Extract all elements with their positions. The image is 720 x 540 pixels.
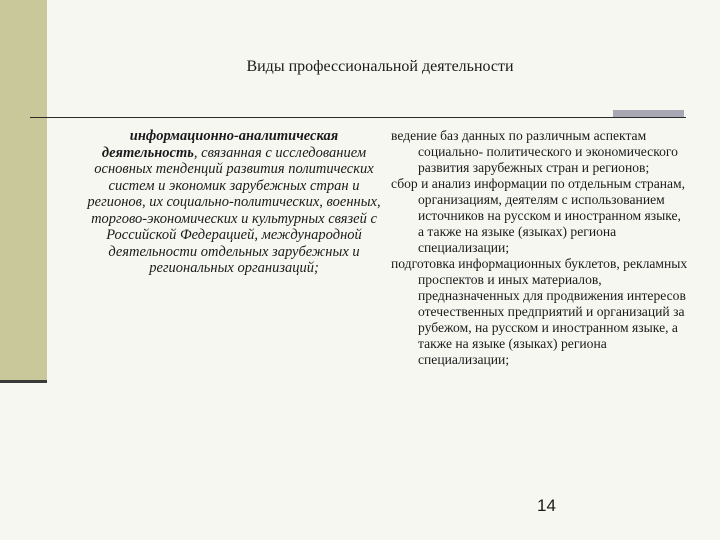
heading-comma: , <box>193 144 198 161</box>
decorative-sidebar <box>0 0 47 383</box>
page-number: 14 <box>537 496 556 515</box>
activity-type-heading: информационно-аналитическая деятельность <box>101 128 339 161</box>
task-item: ведение баз данных по различным аспектам социально- политического и экономического развития зарубежных стран и регионов; <box>391 128 678 175</box>
task-list <box>388 128 688 368</box>
slide-title: Виды профессиональной деятельности <box>246 58 514 75</box>
task-item: сбор и анализ информации по отдельным странам, организациям, деятелям с использованием источников на русском и иностранном языке, а также на языке (языках) региона специализации; <box>391 176 686 255</box>
title-divider <box>30 117 686 118</box>
activity-description-text: связанная с исследованием основных тенденций развития политических систем и экономик зарубежных стран и регионов, их социально-политических, военных, торгово-экономических и культурных связей с Российской Федерацией, международной деятельности отдельных зарубежных и региональных организаций; <box>87 144 381 276</box>
sidebar-divider <box>0 380 47 383</box>
activity-description <box>84 128 384 277</box>
accent-bar <box>613 110 684 117</box>
task-item: подготовка информационных буклетов, рекламных проспектов и иных материалов, предназначенных для продвижения интересов отечественных предприятий и организаций за рубежом, на русском и иностранном языке, а также на языке (языках) региона специализации; <box>391 256 688 367</box>
